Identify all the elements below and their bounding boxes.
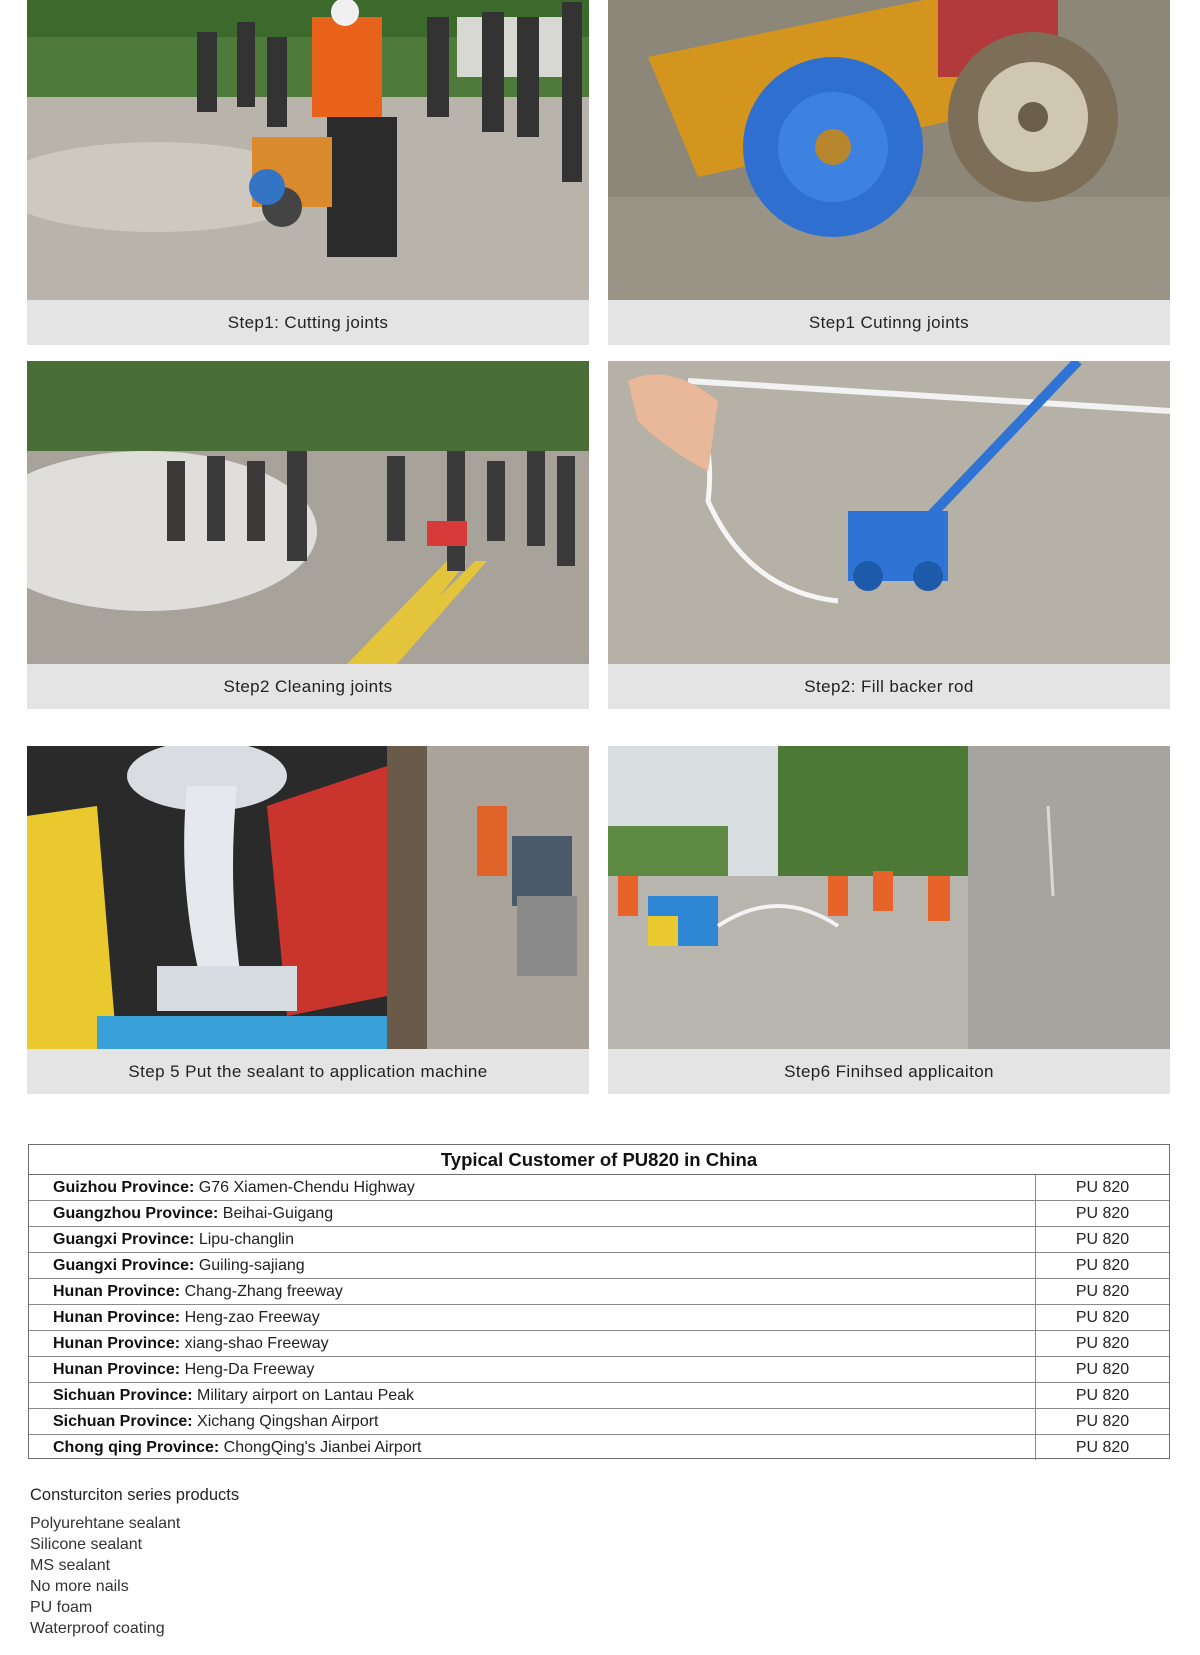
product-item: Waterproof coating <box>30 1620 165 1637</box>
table-row <box>29 1357 1169 1383</box>
table-row <box>29 1435 1169 1460</box>
table-row <box>29 1201 1169 1227</box>
project-name: Heng-zao Freeway <box>180 1309 320 1326</box>
cutting-joints-photo <box>27 0 589 300</box>
backer-rod-photo <box>608 361 1170 664</box>
product-cell: PU 820 <box>1075 1413 1130 1430</box>
product-cell: PU 820 <box>1075 1439 1130 1456</box>
customer-cell <box>29 1175 1036 1200</box>
customer-cell <box>29 1305 1036 1330</box>
customer-cell <box>29 1357 1036 1382</box>
province-label: Guizhou Province: <box>53 1179 195 1196</box>
table-row <box>29 1227 1169 1253</box>
project-name: Chang-Zhang freeway <box>180 1283 343 1300</box>
saw-blade-photo <box>608 0 1170 300</box>
province-label: Sichuan Province: <box>53 1413 193 1430</box>
table-row <box>29 1383 1169 1409</box>
province-label: Hunan Province: <box>53 1361 181 1378</box>
province-label: Guangxi Province: <box>53 1231 195 1248</box>
project-name: Lipu-changlin <box>194 1231 294 1248</box>
product-cell: PU 820 <box>1075 1257 1130 1274</box>
products-list <box>30 1513 630 1639</box>
product-cell: PU 820 <box>1075 1205 1130 1222</box>
table-body <box>29 1175 1169 1460</box>
province-label: Guangzhou Province: <box>53 1205 219 1222</box>
customer-cell <box>29 1435 1036 1460</box>
products-section <box>30 1486 630 1639</box>
product-cell: PU 820 <box>1075 1309 1130 1326</box>
province-label: Hunan Province: <box>53 1335 181 1352</box>
product-cell: PU 820 <box>1075 1361 1130 1378</box>
step-card <box>27 0 589 345</box>
province-label: Hunan Province: <box>53 1309 181 1326</box>
project-name: Heng-Da Freeway <box>180 1361 315 1378</box>
project-name: Beihai-Guigang <box>218 1205 334 1222</box>
project-name: xiang-shao Freeway <box>180 1335 329 1352</box>
product-item: MS sealant <box>30 1557 111 1574</box>
product-cell: PU 820 <box>1075 1179 1130 1196</box>
step-caption: Step2: Fill backer rod <box>608 664 1170 709</box>
finished-application-photo <box>608 746 1170 1049</box>
table-row <box>29 1305 1169 1331</box>
province-label: Chong qing Province: <box>53 1439 220 1456</box>
step-card <box>27 746 589 1094</box>
step-caption: Step1: Cutting joints <box>27 300 589 345</box>
step-card <box>608 0 1170 345</box>
customer-cell <box>29 1253 1036 1278</box>
province-label: Hunan Province: <box>53 1283 181 1300</box>
product-item: No more nails <box>30 1578 129 1595</box>
product-cell: PU 820 <box>1075 1231 1130 1248</box>
project-name: ChongQing's Jianbei Airport <box>219 1439 422 1456</box>
step-caption: Step6 Finihsed applicaiton <box>608 1049 1170 1094</box>
table-title: Typical Customer of PU820 in China <box>29 1145 1169 1175</box>
sealant-pouring-photo <box>27 746 589 1049</box>
customer-cell <box>29 1227 1036 1252</box>
product-item: PU foam <box>30 1599 93 1616</box>
customer-cell <box>29 1201 1036 1226</box>
table-row <box>29 1279 1169 1305</box>
project-name: G76 Xiamen-Chendu Highway <box>194 1179 415 1196</box>
table-row <box>29 1331 1169 1357</box>
product-cell: PU 820 <box>1075 1387 1130 1404</box>
table-row <box>29 1253 1169 1279</box>
customer-cell <box>29 1383 1036 1408</box>
step-card <box>608 361 1170 709</box>
step-caption: Step 5 Put the sealant to application machine <box>27 1049 589 1094</box>
table-row <box>29 1175 1169 1201</box>
products-title: Consturciton series products <box>30 1486 240 1504</box>
step-caption: Step1 Cutinng joints <box>608 300 1170 345</box>
step-caption: Step2 Cleaning joints <box>27 664 589 709</box>
customer-table <box>28 1144 1170 1459</box>
step-card <box>608 746 1170 1094</box>
table-row <box>29 1409 1169 1435</box>
project-name: Xichang Qingshan Airport <box>192 1413 379 1430</box>
product-item: Polyurehtane sealant <box>30 1515 181 1532</box>
product-item: Silicone sealant <box>30 1536 143 1553</box>
customer-cell <box>29 1409 1036 1434</box>
project-name: Guiling-sajiang <box>194 1257 305 1274</box>
province-label: Sichuan Province: <box>53 1387 193 1404</box>
product-cell: PU 820 <box>1075 1283 1130 1300</box>
cleaning-joints-photo <box>27 361 589 664</box>
step-card <box>27 361 589 709</box>
product-cell: PU 820 <box>1075 1335 1130 1352</box>
project-name: Military airport on Lantau Peak <box>192 1387 415 1404</box>
province-label: Guangxi Province: <box>53 1257 195 1274</box>
customer-cell <box>29 1279 1036 1304</box>
customer-cell <box>29 1331 1036 1356</box>
